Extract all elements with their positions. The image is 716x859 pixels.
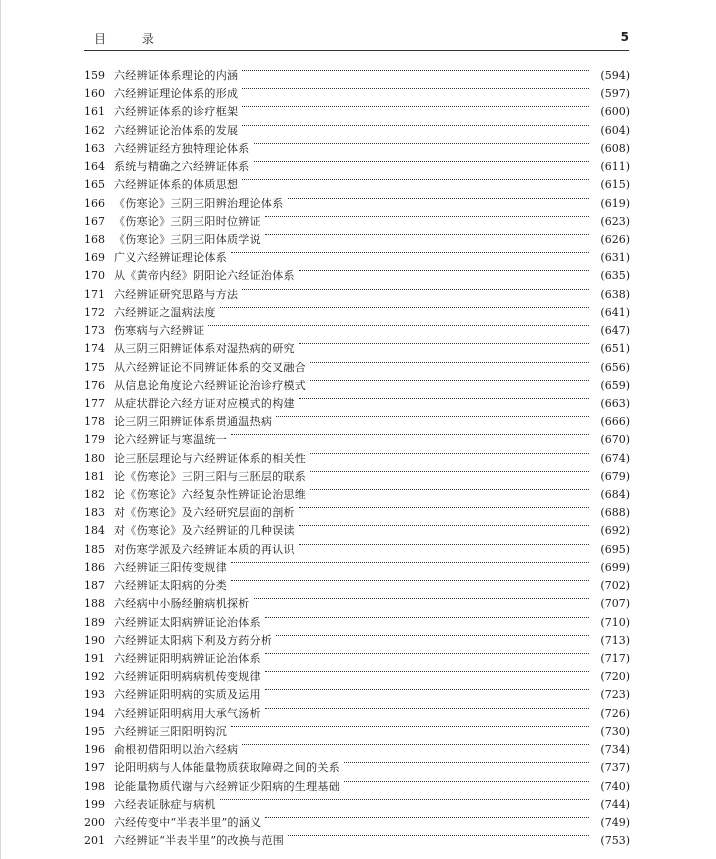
toc-entry-title: 六经辨证体系的体质思想: [114, 178, 239, 192]
toc-entry-title: 从信息论角度论六经辨证论治诊疗模式: [114, 378, 307, 392]
toc-dot-leader: [299, 516, 589, 534]
toc-entry-title: 六经辨证论治体系的发展: [114, 123, 239, 137]
header-title: 目 录: [94, 32, 170, 46]
toc-entry-page: (749): [600, 815, 630, 829]
toc-dot-leader: [310, 462, 589, 480]
toc-entry-title: 六经病中小肠经腑病机探析: [114, 597, 250, 611]
toc-entry-page: (594): [600, 69, 630, 82]
toc-entry-page: (597): [600, 87, 630, 101]
toc-entry-page: (623): [600, 214, 630, 228]
toc-entry-title: 论阳明病与人体能量物质获取障碍之间的关系: [114, 761, 340, 775]
toc-entry-number: 200: [84, 815, 105, 829]
toc-entry-title: 从三阴三阳辨证体系对湿热病的研究: [114, 342, 295, 356]
toc-entry-title: 六经辨证太阳病下利及方药分析: [114, 633, 273, 647]
toc-entry-number: 171: [84, 287, 105, 301]
toc-entry-title: 六经辨证阳明病的实质及运用: [114, 688, 261, 702]
toc-entry-number: 181: [84, 469, 105, 483]
toc-entry-title: 六经辨证经方独特理论体系: [114, 141, 250, 155]
toc-entry-number: 179: [84, 433, 105, 447]
toc-entry-page: (737): [600, 761, 630, 775]
header-rule: [84, 50, 629, 51]
toc-entry-page: (656): [600, 360, 630, 374]
toc-entry-title: 广义六经辨证理论体系: [114, 251, 227, 265]
toc-dot-leader: [299, 535, 589, 553]
toc-dot-leader: [231, 553, 589, 571]
toc-entry-title: 论《伤寒论》三阴三阳与三胚层的联系: [114, 469, 307, 483]
toc-entry-page: (734): [600, 743, 630, 757]
toc-entry-title: 六经辨证阳明病辨证论治体系: [114, 652, 261, 665]
toc-entry-title: 六经辨证研究思路与方法: [114, 287, 239, 301]
toc-dot-leader: [220, 790, 589, 808]
toc-entry-title: 论《伤寒论》六经复杂性辨证论治思维: [114, 488, 307, 502]
toc-entry-number: 178: [84, 415, 105, 429]
toc-dot-leader: [254, 589, 589, 607]
toc-dot-leader: [344, 772, 589, 790]
toc-entry-number: 189: [84, 615, 105, 629]
toc-dot-leader: [265, 680, 589, 698]
toc-dot-leader: [265, 699, 589, 717]
toc-entry: [84, 61, 630, 82]
toc-entry-number: 197: [84, 761, 105, 775]
toc-dot-leader: [242, 735, 589, 753]
toc-entry-number: 162: [84, 123, 105, 137]
toc-entry-title: 《伤寒论》三阴三阳时位辨证: [114, 214, 261, 228]
toc-entry-number: 177: [84, 396, 105, 410]
toc-entry-number: 172: [84, 305, 105, 319]
toc-entry-number: 168: [84, 232, 105, 246]
toc-entry-title: 六经辨证三阳传变规律: [114, 560, 227, 574]
toc-entry-number: 180: [84, 451, 105, 465]
toc-entry-title: 对《伤寒论》及六经辨证的几种误读: [114, 524, 295, 538]
toc-entry-page: (707): [600, 597, 630, 611]
toc-entry-number: 174: [84, 342, 105, 356]
toc-entry-number: 176: [84, 378, 105, 392]
toc-entry-page: (720): [600, 670, 630, 684]
toc-entry-title: 对伤寒学派及六经辨证本质的再认识: [114, 542, 295, 556]
toc-entry-number: 187: [84, 579, 105, 593]
toc-entry-title: 六经辨证阳明病用大承气汤析: [114, 706, 261, 720]
toc-dot-leader: [310, 480, 589, 498]
toc-entry-page: (730): [600, 724, 630, 738]
toc-entry-number: 182: [84, 488, 105, 502]
page-header: [84, 28, 629, 48]
toc-dot-leader: [288, 826, 589, 844]
toc-entry-page: (666): [600, 415, 630, 429]
toc-entry-number: 186: [84, 560, 105, 574]
toc-entry-number: 195: [84, 724, 105, 738]
toc-dot-leader: [265, 808, 589, 826]
toc-entry-page: (717): [600, 652, 630, 665]
toc-dot-leader: [242, 61, 589, 79]
toc-entry-number: 183: [84, 506, 105, 520]
toc-entry-page: (684): [600, 488, 630, 502]
toc-entry-number: 159: [84, 69, 105, 82]
toc-entry-page: (740): [600, 779, 630, 793]
toc-entry-page: (744): [600, 797, 630, 811]
toc-dot-leader: [276, 407, 589, 425]
toc-entry-number: 199: [84, 797, 105, 811]
toc-entry-page: (699): [600, 560, 630, 574]
toc-entry-page: (692): [600, 524, 630, 538]
toc-entry-page: (713): [600, 633, 630, 647]
toc-entry-page: (608): [600, 141, 630, 155]
toc-entry-number: 160: [84, 87, 105, 101]
toc-dot-leader: [310, 353, 589, 371]
toc-entry-page: (626): [600, 232, 630, 246]
toc-entry-number: 190: [84, 633, 105, 647]
toc-dot-leader: [254, 134, 589, 152]
toc-entry-page: (604): [600, 123, 630, 137]
toc-entry-page: (659): [600, 378, 630, 392]
toc-entry-title: 伤寒病与六经辨证: [114, 324, 205, 338]
toc-entry-page: (723): [600, 688, 630, 702]
toc-entry-title: 从《黄帝内经》阴阳论六经证治体系: [114, 269, 295, 283]
toc-entry-title: 对《伤寒论》及六经研究层面的剖析: [114, 506, 295, 520]
toc-entry-number: 192: [84, 670, 105, 684]
toc-entry-title: 六经辨证“半表半里”的改换与范围: [114, 834, 285, 848]
toc-entry-number: 161: [84, 105, 105, 119]
toc-dot-leader: [265, 207, 589, 225]
toc-entry-number: 170: [84, 269, 105, 283]
toc-entry-page: (710): [600, 615, 630, 629]
toc-entry-title: 从六经辨证论不同辨证体系的交叉融合: [114, 360, 307, 374]
toc-entry-number: 166: [84, 196, 105, 210]
toc-dot-leader: [299, 261, 589, 279]
toc-entry-title: 六经辨证之温病法度: [114, 305, 216, 319]
toc-entry-number: 165: [84, 178, 105, 192]
toc-entry-page: (631): [600, 251, 630, 265]
toc-entry-number: 198: [84, 779, 105, 793]
toc-entry-number: 164: [84, 160, 105, 174]
toc-entry-page: (753): [600, 834, 630, 848]
toc-dot-leader: [265, 225, 589, 243]
toc-entry-title: 六经辨证阳明病病机传变规律: [114, 670, 261, 684]
toc-entry-number: 188: [84, 597, 105, 611]
toc-dot-leader: [310, 371, 589, 389]
toc-entry-title: 论三胚层理论与六经辨证体系的相关性: [114, 451, 307, 465]
toc-entry-page: (619): [600, 196, 630, 210]
toc-entry-title: 六经辨证理论体系的形成: [114, 87, 239, 101]
toc-entry-page: (600): [600, 105, 630, 119]
toc-dot-leader: [265, 662, 589, 680]
page-edge: [0, 0, 1, 859]
toc-entry-page: (702): [600, 579, 630, 593]
toc-entry-title: 从症状群论六经方证对应模式的构建: [114, 396, 295, 410]
toc-entry-page: (635): [600, 269, 630, 283]
toc-entry-number: 167: [84, 214, 105, 228]
toc-entry-page: (615): [600, 178, 630, 192]
toc-entry-number: 169: [84, 251, 105, 265]
toc-entry-page: (638): [600, 287, 630, 301]
toc-entry-page: (679): [600, 469, 630, 483]
toc-dot-leader: [242, 280, 589, 298]
toc-entry-number: 196: [84, 743, 105, 757]
toc-dot-leader: [265, 608, 589, 626]
toc-entry-title: 六经表证脉症与病机: [114, 797, 216, 811]
toc-dot-leader: [254, 152, 589, 170]
toc-dot-leader: [344, 753, 589, 771]
toc-entry-title: 六经辨证体系的诊疗框架: [114, 105, 239, 119]
toc-entry-title: 六经辨证体系理论的内涵: [114, 69, 239, 82]
toc-entry-number: 175: [84, 360, 105, 374]
toc-dot-leader: [231, 243, 589, 261]
toc-entry-number: 185: [84, 542, 105, 556]
toc-dot-leader: [220, 298, 589, 316]
toc-entry-title: 六经辨证太阳病辨证论治体系: [114, 615, 261, 629]
header-page-number: 5: [620, 30, 629, 44]
toc-dot-leader: [299, 334, 589, 352]
toc-entry-page: (695): [600, 542, 630, 556]
toc-entry-title: 六经辨证三阳阳明钩沉: [114, 724, 227, 738]
toc-dot-leader: [288, 189, 590, 207]
toc-entry-number: 193: [84, 688, 105, 702]
toc-dot-leader: [310, 444, 589, 462]
toc-dot-leader: [242, 79, 589, 97]
toc-dot-leader: [276, 626, 589, 644]
toc-entry-title: 系统与精确之六经辨证体系: [114, 160, 250, 174]
toc-entry-page: (647): [600, 324, 630, 338]
toc-dot-leader: [231, 571, 589, 589]
toc-entry-page: (726): [600, 706, 630, 720]
toc-dot-leader: [242, 116, 589, 134]
toc-entry-title: 论六经辨证与寒温统一: [114, 433, 227, 447]
toc-dot-leader: [231, 425, 589, 443]
toc-entry-number: 194: [84, 706, 105, 720]
toc-dot-leader: [265, 644, 589, 662]
toc-dot-leader: [208, 316, 589, 334]
toc-entry-title: 俞根初借阳明以治六经病: [114, 743, 239, 757]
toc-entry-page: (611): [600, 160, 630, 174]
toc-dot-leader: [231, 717, 589, 735]
toc-entry-title: 《伤寒论》三阴三阳辨治理论体系: [114, 196, 284, 210]
toc-entry-page: (674): [600, 451, 630, 465]
toc-entry-title: 论三阴三阳辨证体系贯通温热病: [114, 415, 273, 429]
toc-dot-leader: [242, 170, 589, 188]
toc-entry-title: 《伤寒论》三阴三阳体质学说: [114, 232, 261, 246]
toc-entry-number: 173: [84, 324, 105, 338]
toc-entry-page: (641): [600, 305, 630, 319]
toc-entry-title: 论能量物质代谢与六经辨证少阳病的生理基础: [114, 779, 340, 793]
toc-entry-page: (651): [600, 342, 630, 356]
toc-dot-leader: [299, 389, 589, 407]
toc-entry-title: 六经传变中“半表半里”的涵义: [114, 815, 262, 829]
toc-entry-number: 191: [84, 652, 105, 665]
toc-entry-title: 六经辨证太阳病的分类: [114, 579, 227, 593]
toc-entry-number: 201: [84, 834, 105, 848]
toc-entry-page: (688): [600, 506, 630, 520]
toc-entry-number: 184: [84, 524, 105, 538]
toc-entry-page: (670): [600, 433, 630, 447]
table-of-contents: [84, 61, 630, 848]
toc-entry-number: 163: [84, 141, 105, 155]
toc-entry-page: (663): [600, 396, 630, 410]
toc-dot-leader: [242, 97, 589, 115]
toc-dot-leader: [299, 498, 589, 516]
